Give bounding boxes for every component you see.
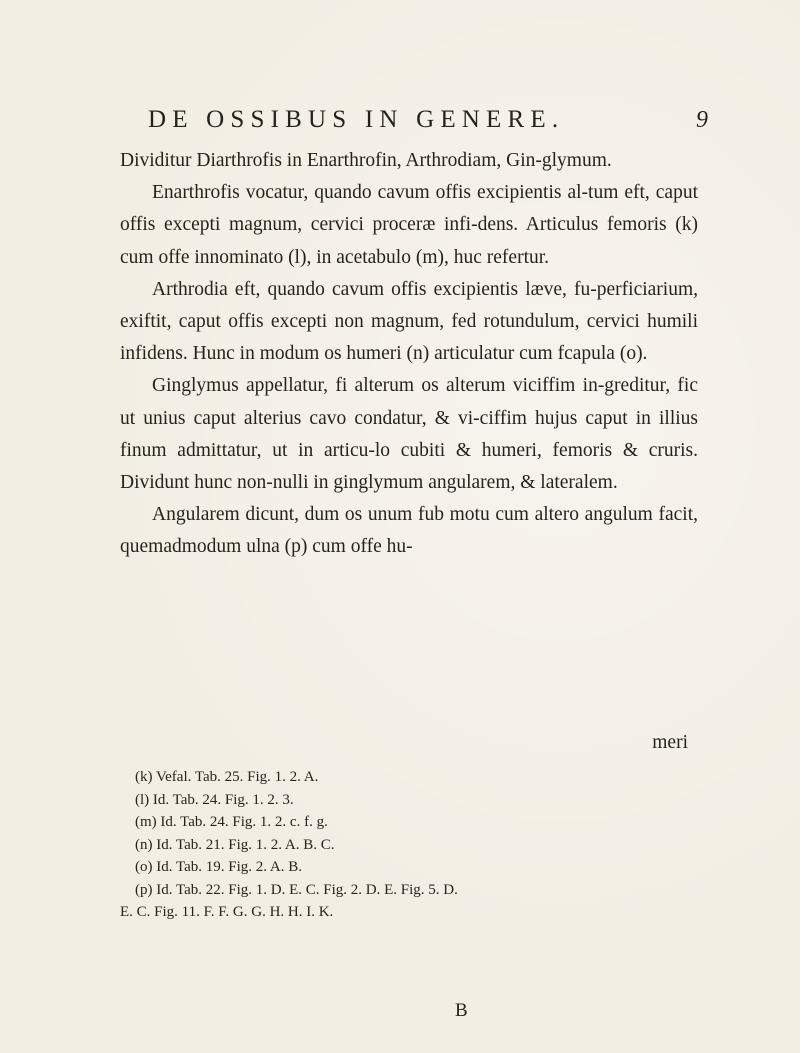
footnote-o: (o) Id. Tab. 19. Fig. 2. A. B. [135, 859, 303, 875]
paragraph-arthrodia: Arthrodia eft, quando cavum offis excipientis læve, fu-perficiarium, exiftit, caput offis excepti non magnum, fed rotundulum, cervici humili infidens. Hunc in modum os humeri (n) articulatur cum fcapula (o). [120, 278, 698, 365]
footnote-p-continued: E. C. Fig. 11. F. F. G. G. H. H. I. K. [120, 904, 334, 920]
running-title: DE OSSIBUS IN GENERE. [148, 106, 565, 133]
body-text [120, 145, 698, 564]
paragraph-enarthrosis: Enarthrofis vocatur, quando cavum offis excipientis al-tum eft, caput offis excepti magnum, cervici proceræ infi-dens. Articulus femoris (k) cum offe innominato (l), in acetabulo (m), huc refertur. [120, 182, 698, 268]
signature-mark: B [455, 1000, 468, 1021]
footnote-n: (n) Id. Tab. 21. Fig. 1. 2. A. B. C. [135, 836, 335, 853]
page-header [148, 106, 708, 134]
footnote-l: (l) Id. Tab. 24. Fig. 1. 2. 3. [135, 791, 294, 808]
footnote-m: (m) Id. Tab. 24. Fig. 1. 2. c. f. g. [135, 814, 328, 830]
footnote-p: (p) Id. Tab. 22. Fig. 1. D. E. C. Fig. 2. D. E. Fig. 5. D. [135, 881, 458, 898]
page-number: 9 [696, 107, 708, 133]
footnotes [120, 766, 710, 924]
catchword: meri [652, 732, 688, 753]
paragraph-angular: Angularem dicunt, dum os unum fub motu cum altero angulum facit, quemadmodum ulna (p) cum offe hu- [120, 504, 698, 558]
paragraph-ginglymus: Ginglymus appellatur, fi alterum os alterum viciffim in-greditur, fic ut unius caput alterius cavo condatur, & vi-ciffim hujus caput in illius finum admittatur, ut in articu-lo cubiti & humeri, femoris & cruris. Dividunt hunc non-nulli in ginglymum angularem, & lateralem. [120, 375, 698, 494]
paragraph-divisions: Dividitur Diarthrofis in Enarthrofin, Arthrodiam, Gin-glymum. [120, 150, 612, 171]
footnote-k: (k) Vefal. Tab. 25. Fig. 1. 2. A. [135, 769, 319, 785]
